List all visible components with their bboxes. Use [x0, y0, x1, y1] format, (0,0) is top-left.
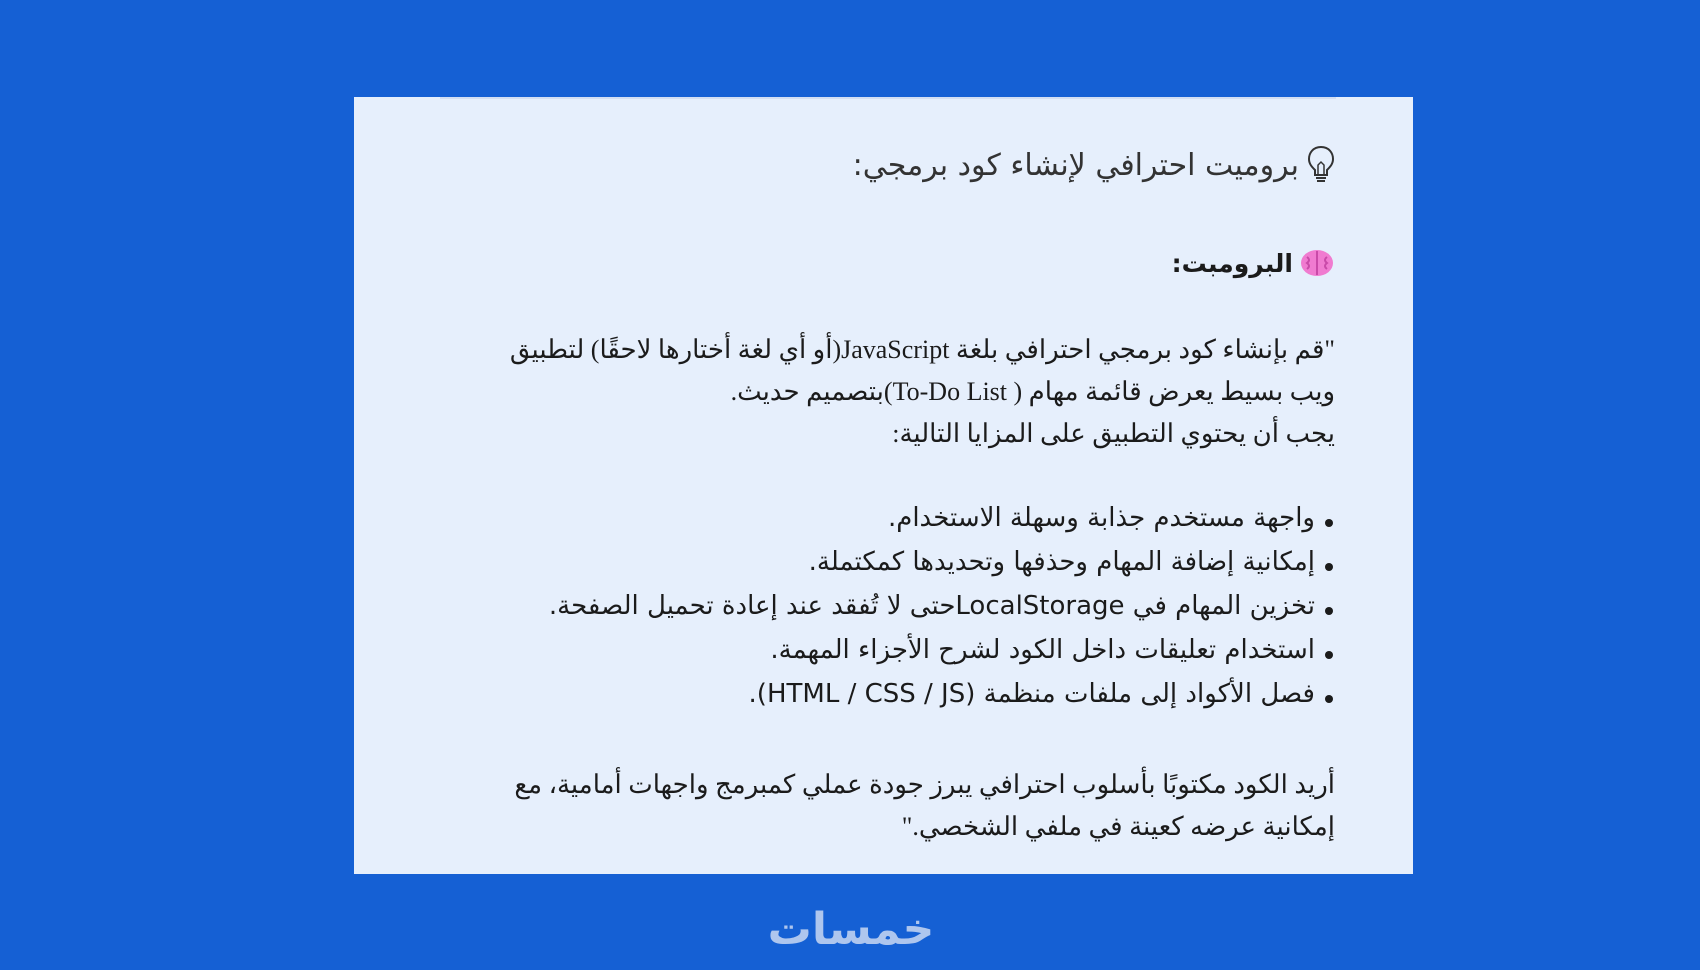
feature-text: واجهة مستخدم جذابة وسهلة الاستخدام. — [887, 503, 1315, 533]
closing-line: أريد الكود مكتوبًا بأسلوب احترافي يبرز جودة عملي كمبرمج واجهات أمامية، مع — [514, 770, 1335, 799]
closing-line: إمكانية عرضه كعينة في ملفي الشخصي." — [901, 812, 1335, 841]
prompt-heading-text: بروميت احترافي لإنشاء كود برمجي: — [852, 147, 1299, 183]
list-item — [549, 584, 1335, 628]
khamsat-logo: خمسات — [767, 903, 935, 955]
list-item — [549, 540, 1335, 584]
prompt-subheading-text: البرومبت: — [1171, 248, 1293, 278]
prompt-heading — [853, 145, 1335, 185]
brain-icon — [1299, 247, 1335, 279]
prompt-subheading — [1172, 247, 1335, 279]
features-list — [549, 496, 1335, 716]
intro-line: يجب أن يحتوي التطبيق على المزايا التالية: — [892, 419, 1335, 448]
bullet-icon — [1325, 563, 1333, 571]
intro-line: "قم بإنشاء كود برمجي احترافي بلغة JavaScript(أو أي لغة أختارها لاحقًا) لتطبيق — [509, 335, 1335, 364]
bullet-icon — [1325, 519, 1333, 527]
list-item — [549, 628, 1335, 672]
feature-text: فصل الأكواد إلى ملفات منظمة (HTML / CSS / JS). — [748, 679, 1315, 709]
intro-line: ويب بسيط يعرض قائمة مهام ( To-Do List)بتصميم حديث. — [730, 377, 1335, 406]
feature-text: إمكانية إضافة المهام وحذفها وتحديدها كمكتملة. — [808, 547, 1315, 577]
list-item — [549, 496, 1335, 540]
prompt-card — [354, 97, 1413, 874]
prompt-closing — [514, 764, 1335, 848]
prompt-intro — [510, 329, 1335, 455]
feature-text: استخدام تعليقات داخل الكود لشرح الأجزاء المهمة. — [770, 635, 1315, 665]
list-item — [549, 672, 1335, 716]
lightbulb-icon — [1307, 145, 1335, 185]
card-top-divider — [440, 97, 1336, 99]
bullet-icon — [1325, 651, 1333, 659]
bullet-icon — [1325, 607, 1333, 615]
bullet-icon — [1325, 695, 1333, 703]
feature-text: تخزين المهام في LocalStorageحتى لا تُفقد عند إعادة تحميل الصفحة. — [548, 591, 1315, 621]
